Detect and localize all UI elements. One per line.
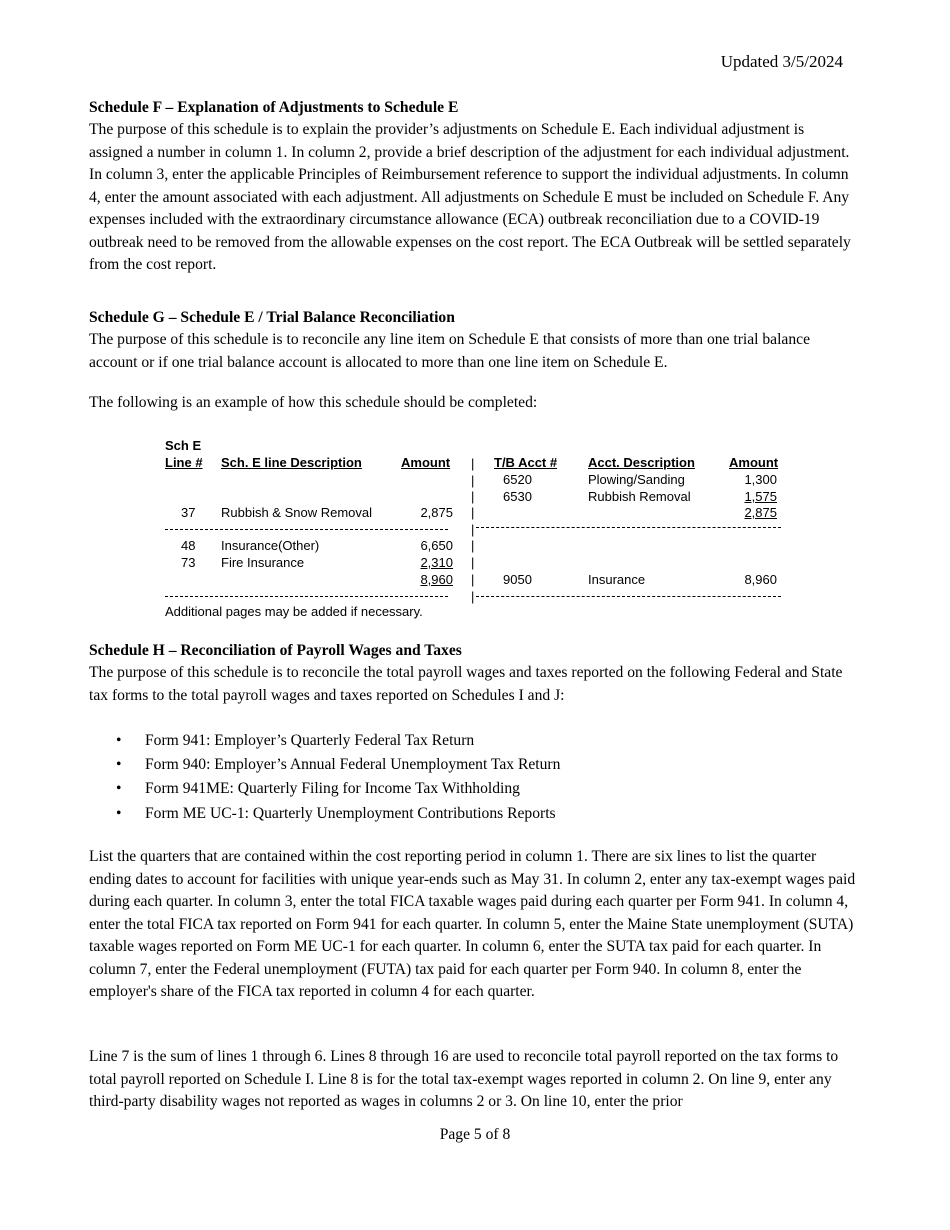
- left-row-desc: Rubbish & Snow Removal: [221, 505, 373, 520]
- schedule-h-instructions: [89, 846, 859, 1004]
- right-subtotal-amount: 2,875: [744, 505, 777, 520]
- schedule-h-para-1: List the quarters that are contained within the cost reporting period in column 1. There are six lines to list the quarter ending dates to account for facilities with unique year-ends such as May 31. In column 2, enter any tax-exempt wages paid during each quarter. In column 3, enter the total FICA taxable wages paid during each quarter per Form 941. In column 4, enter the total FICA tax reported on Form 941 for each quarter. In column 5, enter the Maine State unemployment (SUTA) taxable wages reported on Form ME UC-1 for each quarter. In column 6, enter the SUTA tax paid for each quarter. In column 7, enter the Federal unemployment (FUTA) tax paid for each quarter per Form 940. In column 8, enter the employer's share of the FICA tax reported in column 4 for each quarter.: [89, 848, 856, 1000]
- header-amount: Amount: [401, 455, 451, 470]
- separator-bar: |: [471, 456, 475, 471]
- separator-bar: |: [471, 489, 475, 504]
- schedule-g-section: [89, 307, 859, 374]
- schedule-h-body: The purpose of this schedule is to reconcile the total payroll wages and taxes reported on the following Federal and State tax forms to the total payroll wages and taxes reported on Schedules I and J:: [89, 664, 843, 704]
- right-row-desc: Plowing/Sanding: [588, 472, 685, 487]
- separator-bar: |: [471, 505, 475, 520]
- left-row-line: 48: [181, 538, 196, 553]
- updated-date: Updated 3/5/2024: [720, 52, 843, 71]
- right-row-acct: 6530: [503, 489, 532, 504]
- list-item: • Form 940: Employer’s Annual Federal Unemployment Tax Return: [89, 753, 560, 777]
- right-row-desc: Insurance: [588, 572, 646, 587]
- separator-bar: |: [471, 522, 475, 537]
- left-row-desc: Fire Insurance: [221, 555, 305, 570]
- separator-bar: |: [471, 555, 475, 570]
- right-row-acct: 9050: [503, 572, 532, 587]
- separator-bar: |: [471, 572, 475, 587]
- example-note: Additional pages may be added if necessary.: [165, 604, 423, 619]
- schedule-g-title: Schedule G – Schedule E / Trial Balance Reconciliation: [89, 309, 455, 326]
- header-tb-acct: T/B Acct #: [494, 455, 558, 470]
- header-acct-desc: Acct. Description: [588, 455, 695, 470]
- right-row-amount: 1,300: [744, 472, 777, 487]
- dashed-rule: [476, 527, 781, 528]
- right-row-acct: 6520: [503, 472, 532, 487]
- schedule-g-body: The purpose of this schedule is to reconcile any line item on Schedule E that consists of more than one trial balance account or if one trial balance account is allocated to more than one line item on Schedule E.: [89, 331, 810, 371]
- right-row-desc: Rubbish Removal: [588, 489, 691, 504]
- header-line: Line #: [165, 455, 203, 470]
- header-desc: Sch. E line Description: [221, 455, 362, 470]
- separator-bar: |: [471, 473, 475, 488]
- left-row-desc: Insurance(Other): [221, 538, 320, 553]
- schedule-h-para-2: Line 7 is the sum of lines 1 through 6. Lines 8 through 16 are used to reconcile total payroll reported on the tax forms to total payroll reported on Schedule I. Line 8 is for the total tax-exempt wages reported in column 2. On line 9, enter any third-party disability wages not reported as wages in columns 2 or 3. On line 10, enter the prior: [89, 1048, 839, 1110]
- schedule-f-title: Schedule F – Explanation of Adjustments to Schedule E: [89, 99, 459, 116]
- example-intro: [89, 392, 859, 415]
- left-row-line: 37: [181, 505, 196, 520]
- left-total-amount: 8,960: [420, 572, 453, 587]
- schedule-h-line7: [89, 1046, 859, 1114]
- separator-bar: |: [471, 589, 475, 604]
- schedule-f-section: [89, 97, 859, 277]
- list-item: • Form 941ME: Quarterly Filing for Income Tax Withholding: [89, 777, 560, 801]
- tax-forms-list: [89, 729, 560, 826]
- left-row-line: 73: [181, 555, 196, 570]
- left-row-amount: 2,875: [420, 505, 453, 520]
- left-row-amount: 2,310: [420, 555, 453, 570]
- list-item: • Form 941: Employer’s Quarterly Federal Tax Return: [89, 729, 560, 753]
- separator-bar: |: [471, 538, 475, 553]
- schedule-f-body: The purpose of this schedule is to explain the provider’s adjustments on Schedule E. Each individual adjustment is assigned a number in column 1. In column 2, provide a brief description of the adjustment for each individual adjustment. In column 3, enter the applicable Principles of Reimbursement reference to support the individual adjustments. In column 4, enter the amount associated with each adjustment. All adjustments on Schedule E must be included on Schedule F. Any expenses included with the extraordinary circumstance allowance (ECA) outbreak reconciliation due to a COVID-19 outbreak need to be removed from the allowable expenses on the cost report. The ECA Outbreak will be settled separately from the cost report.: [89, 121, 851, 273]
- header-sch-e: Sch E: [165, 438, 202, 453]
- right-row-amount: 8,960: [744, 572, 777, 587]
- schedule-h-title: Schedule H – Reconciliation of Payroll Wages and Taxes: [89, 642, 462, 659]
- dashed-rule: [476, 596, 781, 597]
- right-row-amount: 1,575: [744, 489, 777, 504]
- header-amount-2: Amount: [729, 455, 779, 470]
- left-row-amount: 6,650: [420, 538, 453, 553]
- example-intro-text: The following is an example of how this schedule should be completed:: [89, 394, 538, 411]
- dashed-rule: [165, 596, 448, 597]
- dashed-rule: [165, 529, 448, 530]
- schedule-h-section: [89, 640, 859, 707]
- list-item: • Form ME UC-1: Quarterly Unemployment Contributions Reports: [89, 802, 560, 826]
- reconciliation-example-table: [165, 438, 795, 623]
- page-number: Page 5 of 8: [439, 1126, 511, 1143]
